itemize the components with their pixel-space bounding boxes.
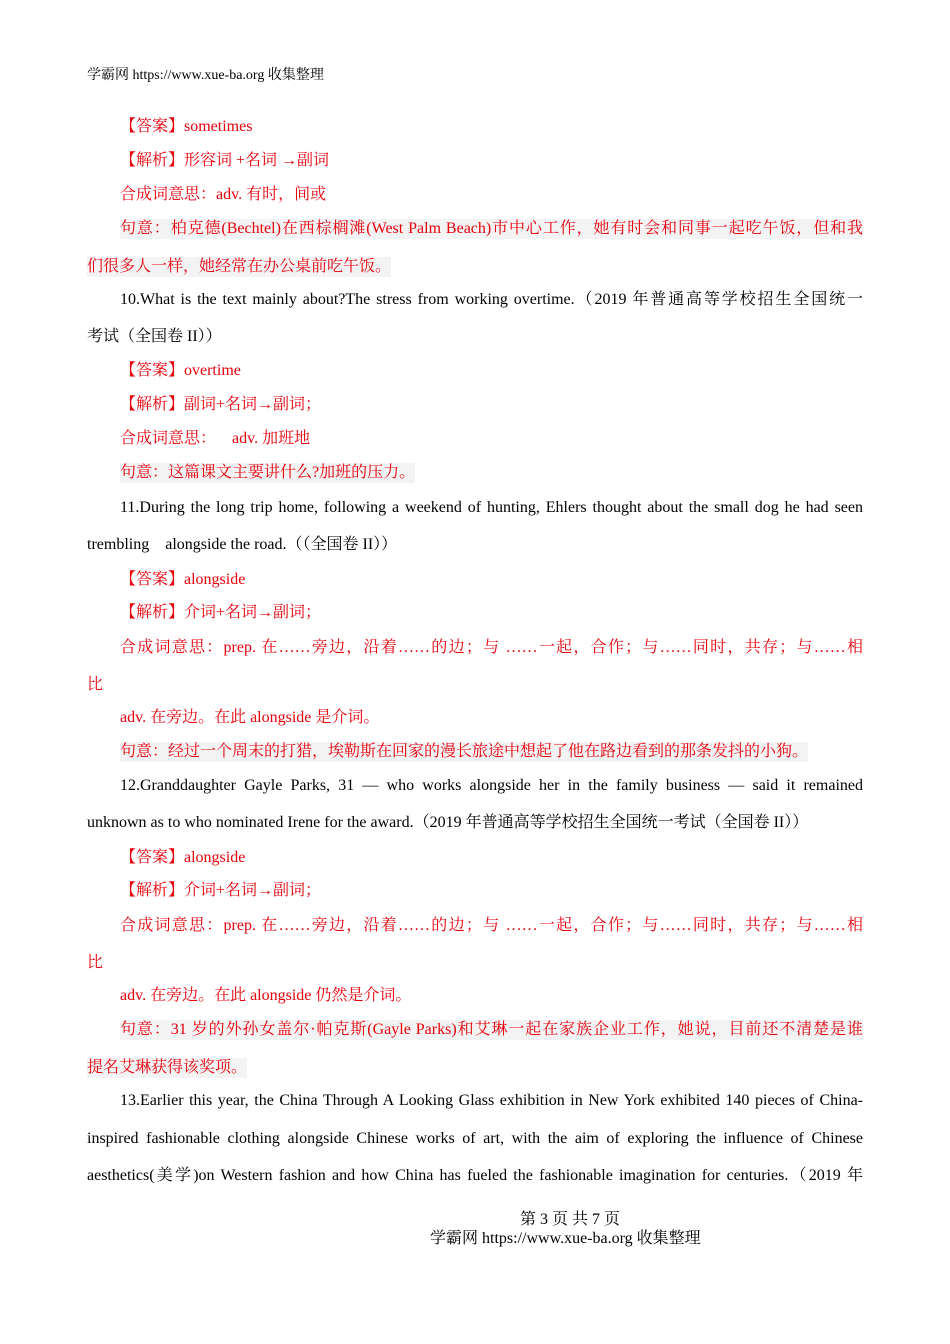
q11-meaning-line3: adv. 在旁边。在此 alongside 是介词。 bbox=[120, 709, 380, 726]
q12-translation-line2: 提名艾琳获得该奖项。 bbox=[87, 1059, 248, 1076]
q11-translation: 句意：经过一个周末的打猎，埃勒斯在回家的漫长旅途中想起了他在路边看到的那条发抖的小狗。 bbox=[120, 743, 809, 760]
q11-meaning-line1: 合成词意思：prep. 在……旁边，沿着……的边；与 ……一起，合作；与……同时，共存；与……相 bbox=[120, 639, 863, 656]
page-header: 学霸网 https://www.xue-ba.org 收集整理 bbox=[87, 68, 324, 83]
q11-meaning-line2: 比 bbox=[87, 676, 104, 693]
q12-meaning-line1: 合成词意思：prep. 在……旁边，沿着……的边；与 ……一起，合作；与……同时，共存；与……相 bbox=[120, 917, 863, 934]
q10-analysis: 【解析】副词+名词→副词； bbox=[120, 396, 322, 413]
q13-question-line3: aesthetics(美学)on Western fashion and how China has fueled the fashionable imagination for centuries.（2019 年 bbox=[87, 1167, 863, 1184]
q11-question-line2: trembling alongside the road.（（全国卷 II）） bbox=[87, 536, 398, 553]
q12-translation-line1: 句意：31 岁的外孙女盖尔·帕克斯(Gayle Parks)和艾琳一起在家族企业工作，她说，目前还不清楚是谁 bbox=[120, 1021, 863, 1038]
q12-meaning-line2: 比 bbox=[87, 954, 104, 971]
q11-question-line1: 11.During the long trip home, following a weekend of hunting, Ehlers thought about the small dog he had seen bbox=[120, 499, 863, 516]
q10-question-line1: 10.What is the text mainly about?The stress from working overtime.（2019 年普通高等学校招生全国统一 bbox=[120, 291, 863, 308]
q12-analysis: 【解析】介词+名词→副词； bbox=[120, 882, 322, 899]
q10-answer: 【答案】overtime bbox=[120, 362, 241, 379]
q10-meaning: 合成词意思： adv. 加班地 bbox=[120, 430, 311, 447]
q12-answer: 【答案】alongside bbox=[120, 849, 246, 866]
q10-question-line2: 考试（全国卷 II）） bbox=[87, 328, 222, 345]
q10-translation: 句意：这篇课文主要讲什么?加班的压力。 bbox=[120, 464, 416, 481]
q12-meaning-line3: adv. 在旁边。在此 alongside 仍然是介词。 bbox=[120, 987, 412, 1004]
page-number: 第 3 页 共 7 页 bbox=[520, 1211, 621, 1228]
q9-translation-line1: 句意：柏克德(Bechtel)在西棕榈滩(West Palm Beach)市中心工作，她有时会和同事一起吃午饭，但和我 bbox=[120, 220, 863, 237]
q13-question-line1: 13.Earlier this year, the China Through A Looking Glass exhibition in New York exhibited 140 pieces of China- bbox=[120, 1092, 863, 1109]
q12-question-line2: unknown as to who nominated Irene for the award.（2019 年普通高等学校招生全国统一考试（全国卷 II）） bbox=[87, 814, 809, 831]
q9-analysis: 【解析】形容词 +名词 →副词 bbox=[120, 152, 330, 169]
q9-meaning: 合成词意思：adv. 有时，间或 bbox=[120, 186, 327, 203]
q12-question-line1: 12.Granddaughter Gayle Parks, 31 — who works alongside her in the family business — said it remained bbox=[120, 777, 863, 794]
q9-translation-line2: 们很多人一样，她经常在办公桌前吃午饭。 bbox=[87, 258, 392, 275]
q11-analysis: 【解析】介词+名词→副词； bbox=[120, 604, 322, 621]
q9-answer: 【答案】sometimes bbox=[120, 118, 253, 135]
page-footer-source: 学霸网 https://www.xue-ba.org 收集整理 bbox=[430, 1230, 701, 1247]
q13-question-line2: inspired fashionable clothing alongside Chinese works of art, with the aim of exploring the influence of Chinese bbox=[87, 1130, 863, 1147]
q11-answer: 【答案】alongside bbox=[120, 571, 246, 588]
